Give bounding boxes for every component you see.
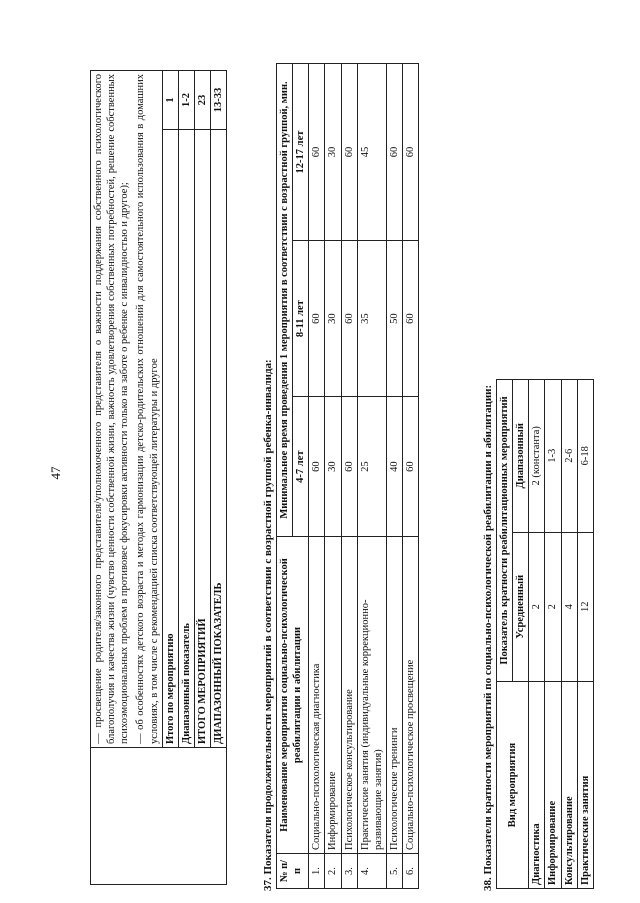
col-avg-header: Усредненный bbox=[513, 532, 529, 681]
row-label: Итого по мероприятию bbox=[162, 130, 178, 748]
row-label: ИТОГО МЕРОПРИЯТИЙ bbox=[194, 130, 210, 748]
row-value: 60 bbox=[309, 64, 325, 241]
col-number-header: № п/п bbox=[277, 854, 309, 889]
row-value: 30 bbox=[325, 64, 341, 241]
row-avg: 12 bbox=[577, 532, 593, 681]
age-header: 12-17 лет bbox=[293, 64, 309, 241]
row-number: 3. bbox=[341, 854, 357, 889]
table-row bbox=[341, 64, 357, 889]
list-item: — просвещение родителя/законного представителя/уполномоченного представителя о важности поддержания собственного психологического благополучия и качества жизни (чувство ценности собственной жизни, важность удовлетворения собственных потребностей, решение собственных психоэмоциональных проблем в противовес фокусировки активности только на заботе о ребенке с инвалидностью и другое); bbox=[93, 74, 131, 744]
row-number: 5. bbox=[386, 854, 402, 889]
row-name: Практические занятия (индивидуальные коррекционно-развивающие занятия) bbox=[357, 537, 386, 854]
row-value: 60 bbox=[309, 241, 325, 397]
table-row bbox=[403, 64, 419, 889]
table-row bbox=[529, 380, 545, 889]
row-value: 40 bbox=[386, 397, 402, 537]
measures-table-continuation bbox=[90, 70, 227, 885]
row-name: Диагностика bbox=[529, 682, 545, 889]
row-avg: 2 bbox=[529, 532, 545, 681]
header-row bbox=[277, 64, 293, 889]
bullet-text bbox=[91, 71, 163, 748]
table-row bbox=[357, 64, 386, 889]
row-name: Социально-психологическая диагностика bbox=[309, 537, 325, 854]
row-number: 2. bbox=[325, 854, 341, 889]
empty-cell bbox=[91, 748, 227, 885]
age-header: 8-11 лет bbox=[293, 241, 309, 397]
row-number: 4. bbox=[357, 854, 386, 889]
row-number: 6. bbox=[403, 854, 419, 889]
section-37-title: 37. Показатели продолжительности мероприятий в соответствии с возрастной группой ребенка-инвалида: bbox=[262, 359, 274, 891]
row-range: 6-18 bbox=[577, 380, 593, 533]
col-name-header: Наименование мероприятия социально-психологической реабилитации и абилитации bbox=[277, 537, 309, 854]
table-row bbox=[309, 64, 325, 889]
row-value: 1 bbox=[162, 71, 178, 130]
row-name: Психологические тренинги bbox=[386, 537, 402, 854]
header-row bbox=[497, 380, 513, 889]
frequency-table bbox=[496, 379, 594, 889]
row-name: Консультирование bbox=[561, 682, 577, 889]
row-value: 50 bbox=[386, 241, 402, 397]
row-name: Информирование bbox=[545, 682, 561, 889]
row-range: 2-6 bbox=[561, 380, 577, 533]
row-name: Социально-психологическое просвещение bbox=[403, 537, 419, 854]
row-value: 60 bbox=[309, 397, 325, 537]
table-row bbox=[561, 380, 577, 889]
table-row bbox=[577, 380, 593, 889]
row-value: 45 bbox=[357, 64, 386, 241]
row-label: ДИАПАЗОННЫЙ ПОКАЗАТЕЛЬ bbox=[211, 130, 227, 748]
section-38-title: 38. Показатели кратности мероприятий по социально-психологической реабилитации и абилитации: bbox=[482, 384, 494, 891]
row-value: 30 bbox=[325, 241, 341, 397]
row-value: 60 bbox=[403, 64, 419, 241]
row-name: Практические занятия bbox=[577, 682, 593, 889]
row-range: 1-3 bbox=[545, 380, 561, 533]
row-value: 60 bbox=[341, 64, 357, 241]
row-avg: 2 bbox=[545, 532, 561, 681]
row-value: 30 bbox=[325, 397, 341, 537]
col-range-header: Диапазонный bbox=[513, 380, 529, 533]
col-kind-header: Вид мероприятия bbox=[497, 682, 529, 889]
duration-table bbox=[276, 63, 419, 889]
row-name: Психологическое консультирование bbox=[341, 537, 357, 854]
row-value: 60 bbox=[403, 397, 419, 537]
table-row bbox=[386, 64, 402, 889]
table-row bbox=[325, 64, 341, 889]
row-value: 35 bbox=[357, 241, 386, 397]
row-value: 60 bbox=[341, 241, 357, 397]
row-number: 1. bbox=[309, 854, 325, 889]
row-value: 23 bbox=[194, 71, 210, 130]
row-label: Диапазонный показатель bbox=[178, 130, 194, 748]
list-item: — об особенностях детского возраста и методах гармонизации детско-родительских отношений для самостоятельного использования в домашних условиях, в том числе с рекомендацией списка соответствующей литературы и другое bbox=[135, 74, 160, 744]
row-value: 13-33 bbox=[211, 71, 227, 130]
age-header: 4-7 лет bbox=[293, 397, 309, 537]
row-value: 60 bbox=[403, 241, 419, 397]
table-row bbox=[545, 380, 561, 889]
row-value: 60 bbox=[386, 64, 402, 241]
col-group-header: Минимальное время проведения 1 мероприятия в соответствии с возрастной группой, мин. bbox=[277, 64, 293, 537]
col-group-header: Показатель кратности реабилитационных мероприятий bbox=[497, 380, 513, 682]
page-number: 47 bbox=[48, 466, 63, 480]
row-value: 60 bbox=[341, 397, 357, 537]
row-avg: 4 bbox=[561, 532, 577, 681]
row-value: 1-2 bbox=[178, 71, 194, 130]
table-row bbox=[91, 71, 163, 885]
row-value: 25 bbox=[357, 397, 386, 537]
row-range: 2 (константа) bbox=[529, 380, 545, 533]
row-name: Информирование bbox=[325, 537, 341, 854]
